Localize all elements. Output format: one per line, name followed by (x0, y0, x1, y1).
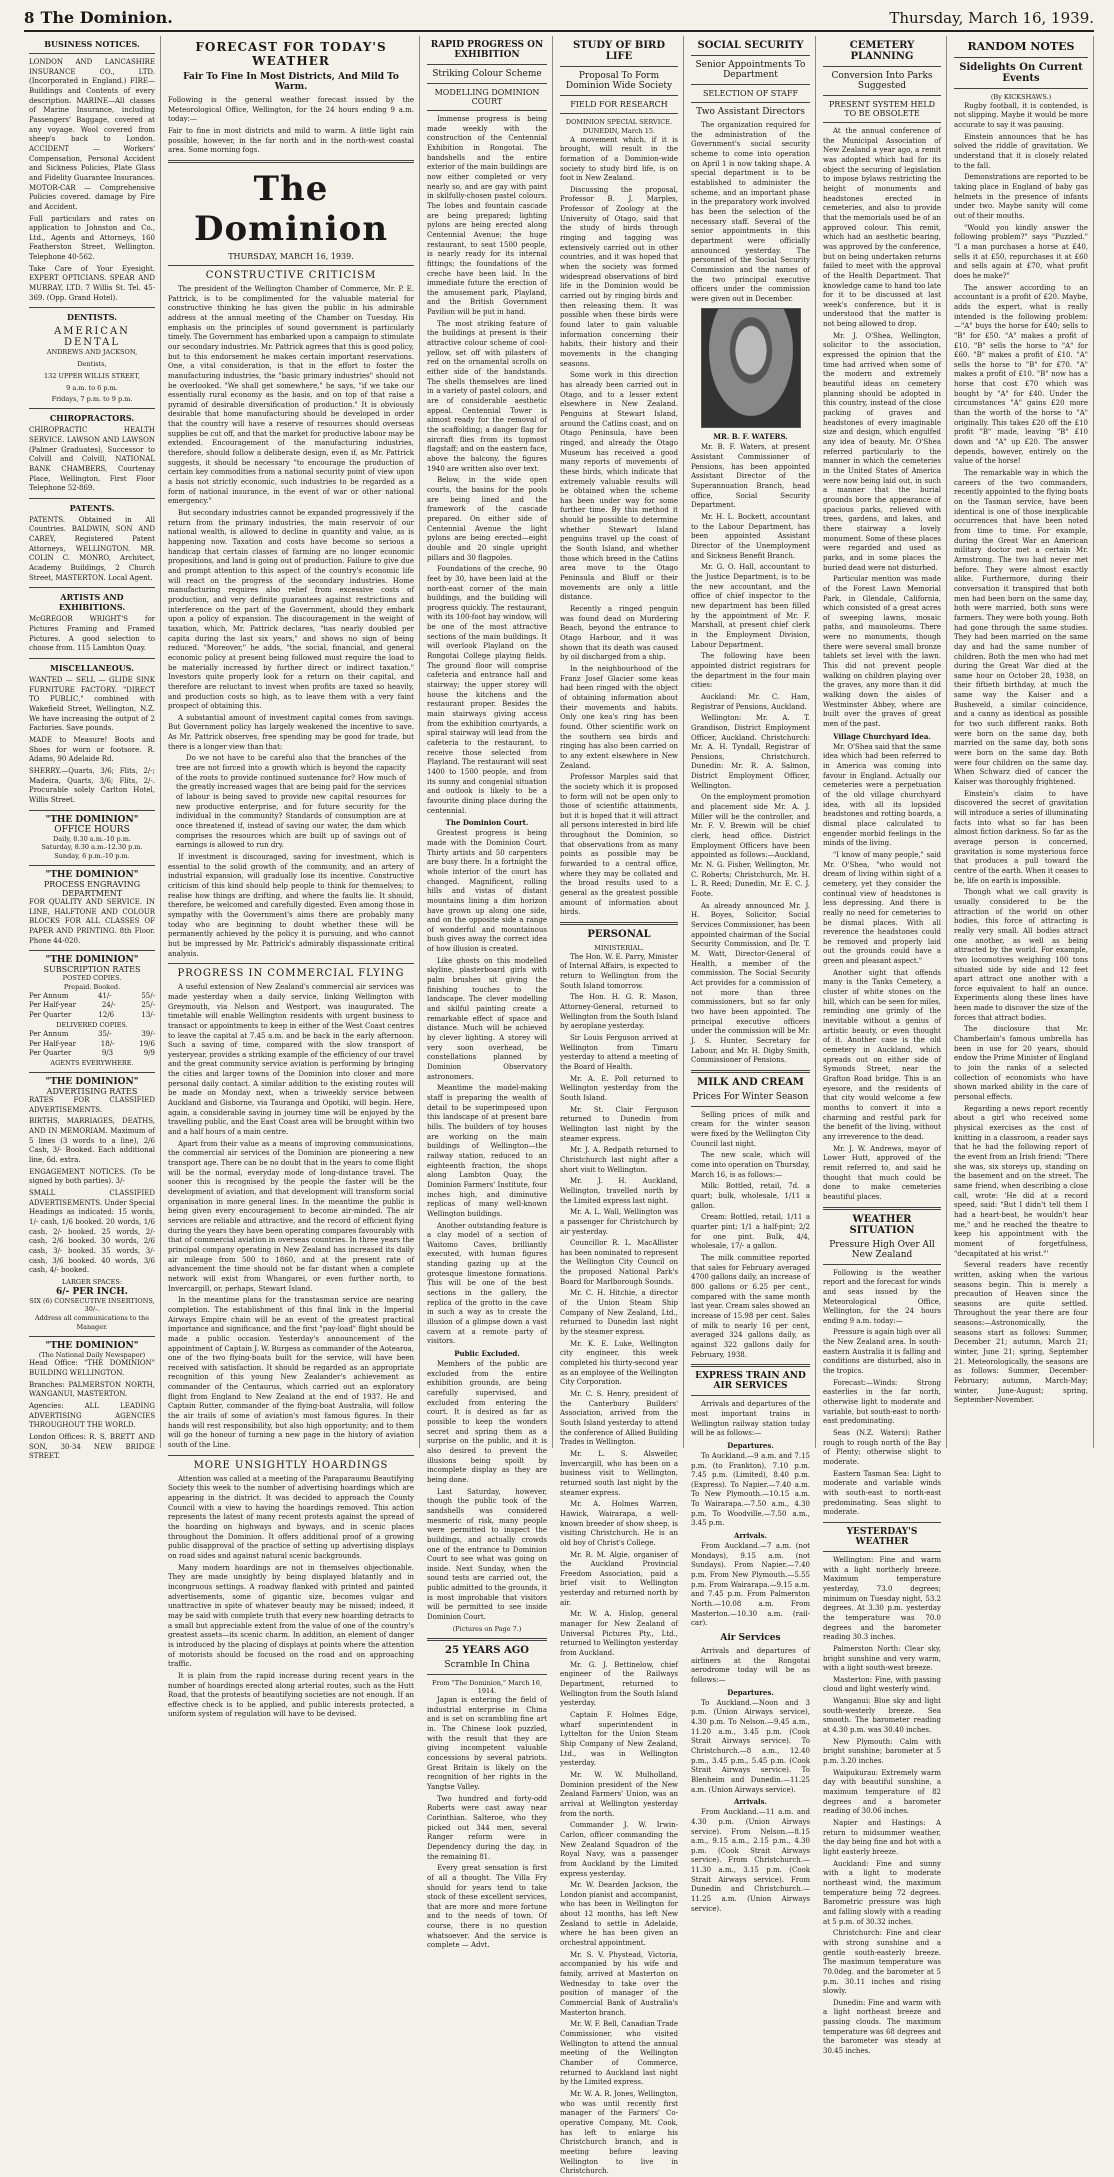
rate-period: Per Annum (29, 991, 69, 1000)
editorial-paragraph: A substantial amount of investment capital comes from savings. But Government policy has largely weakened the incentive to save. As Mr. Pattrick observes, free spending may be good for trade, but there is a longer view than that: (168, 713, 414, 751)
editorial-paragraph: But secondary industries cannot be expanded progressively if the return from the primary industries, the main reservoir of our national wealth, is allowed to decline in quantity and value, as is happening now. Taxation and costs have become so serious a handicap that certain classes of farming are no longer economic propositions, and land is going out of production. Failure to give due and prompt attention to this aspect of the country's economic life will react on the progress of the secondary industries. Home manufacturing requires also relief from excessive costs of production, and very definite guarantees against restrictions and interference on the part of the Government, should they embark upon a policy of expansion. The discouragement in the weight of taxation, which, Mr. Pattrick declares, "has nearly doubled per capita during the last six years," and shows no sign of being reduced. "Moreover," he adds, "the social, financial, and general economic policy at present being followed must require the load to be materially increased by further direct or indirect taxation." Investors quite properly look for a return on their capital, and therefore are reluctant to invest when profits are taxed so heavily, and production costs so high, as to leave them with a very faint prospect of obtaining this. (168, 509, 414, 711)
editorial-heading-flying: PROGRESS IN COMMERCIAL FLYING (177, 968, 405, 980)
personal-item: Mr. A. Holmes Warren, Hawick, Wairarapa, a well-known breeder of show sheep, is visiting Christchurch. He is an old boy of Christ's College. (560, 1500, 678, 1547)
personal-item: Councillor R. L. MacAllister has been nominated to represent the Wellington City Council on the proposed National Park's Board for Marlborough Sounds. (560, 1239, 678, 1286)
patents-title: PATENTS. (69, 502, 115, 513)
editorial-quotation: Do we not have to be careful also that the branches of the tree are not forced into a growth which is beyond the capacity of the roots to provide continued sustenance for? How much of the greatly increased wages that are being paid for the services of labour is being saved to provide new capital resources for new productive enterprise, and for future security for the individual in the community? Standards of consumption are at once threatened if, instead of saving our water, the dam which comprises the resources which are built up of savings out of earnings is allowed to run dry. (176, 754, 406, 850)
rate-value: 39/- (141, 1029, 155, 1038)
personal-item: Mr. K. E. Luke, Wellington city engineer, this week completed his thirty-second year as an employee of the Wellington City Corporation. (560, 1339, 678, 1387)
rate-row (29, 1001, 155, 1011)
bird-life-subhead: Proposal To Form Dominion Wide Society (565, 71, 673, 91)
furniture-notice: WANTED — SELL — GLIDE SINK FURNITURE FACTORY. "DIRECT TO PUBLIC," combined with Wakefield Street, Wellington, N.Z. We have increasing the output of 2 Factories. Save pounds. (29, 676, 155, 733)
address-communications: Address all communications to the Manager. (34, 1314, 150, 1331)
editorial-column (163, 36, 420, 1719)
business-notices-title: BUSINESS NOTICES. (44, 39, 140, 49)
milk-subhead: Prices For Winter Season (692, 1091, 809, 1102)
delivered-rates-table (29, 1030, 155, 1059)
note-paragraph: Demonstrations are reported to be taking place in England of baby gas helmets in the presence of infants under two. Maybe sanity will come out of their mouths. (954, 173, 1088, 220)
article-paragraph: Mr. J. W. Andrews, mayor of Lower Hutt, approved of the remit referred to, and said he thought that much could be done to make cemeteries beautiful places. (823, 1144, 941, 1201)
weather-headline: WEATHER SITUATION (849, 1213, 915, 1236)
weather-report: Christchurch: Fine and clear with strong sunshine and a gentle south-easterly breeze. The maximum temperature was 70.0deg. and the barometer at 5 p.m. 30.11 inches and rising slowly. (823, 1929, 941, 1996)
bird-life-headline: STUDY OF BIRD LIFE (572, 40, 666, 62)
small-classified-rates: SMALL CLASSIFIED ADVERTISEMENTS. Under Special Headings as indicated: 15 words, 1/- cash, 1/6 booked. 20 words, 1/6 cash, 2/- booked. 25 words, 2/- cash, 2/6 booked. 30 words, 2/6 cash, 3/- booked. 35 words, 3/- cash, 3/6 booked. 40 words, 3/6 cash, 4/- booked. (29, 1188, 155, 1275)
weather-subhead: Pressure High Over All New Zealand (829, 1239, 935, 1260)
editorial-paragraph: In the meantime plans for the transtasman service are nearing completion. The establishment of this final link in the Imperial Airways Empire chain will be an event of the greatest practical importance and significance, and the first "pay-load" flight should be made a public occasion. Yesterday's announcement of the appointment of Captain J. W. Burgess as commander of the Aotearoa, one of the two flying-boats built for the service, will have been received with satisfaction. It should be regarded as an appropriate recognition of this young New Zealander's achievement as commander of the Centaurus, which carried out an exploratory flight from England to New Zealand at the end of 1937. He and Captain Rutter, commander of the flying-boat Australia, will follow the air trails of some of aviation's most famous figures. In their hands will rest responsibility, but also high opportunity; and to them will go the honour of turning a new page in the history of aviation south of the Line. (168, 1296, 414, 1450)
sherry-notice: SHERRY.—Quarts, 3/6; Flits, 2/-; Madeira, Quarts, 3/6; Flits, 2/-. Procurable solely Carlton Hotel, Willis Street. (29, 766, 155, 804)
article-subheading: Public Excluded. (454, 1349, 520, 1359)
article-paragraph: Auckland: Mr. C. Ham, Registrar of Pensions, Auckland. (691, 692, 810, 711)
rate-value: 24/- (101, 1001, 116, 1010)
imprint-head-office: Head Office: "THE DOMINION" BUILDING WELLINGTON. (29, 1359, 155, 1378)
air-services-headline: Air Services (720, 1633, 781, 1643)
article-paragraph: Two hundred and forty-odd Roberts were cast away near Corinthian. Salteroe, who they picked out 344 men, several Ranger reform were in Dependency during the day, in the remaining 81. (427, 1794, 547, 1861)
article-paragraph: Mr. O'Shea said that the same idea which had been referred to in America was coming into favour in England. Actually our cemeteries were a perpetuation of the old village churchyard idea, with all its lopsided headstones and rotting boards, a dismal place calculated to engender morbid feelings in the minds of the living. (823, 742, 941, 848)
larger-spaces-label: LARGER SPACES: (61, 1277, 123, 1286)
rate-value: 35/- (98, 1029, 112, 1038)
air-arrivals: From Auckland.—11 a.m. and 4.30 p.m. (Union Airways service). From Nelson.—8.15 a.m., 9.15 a.m., 2.15 p.m., 4.30 p.m. (Cook Strait Airways service). From Christchurch.—11.30 a.m., 3.15 p.m. (Cook Strait Airways service). From Dunedin and Christchurch.—11.25 a.m. (Union Airways service). (691, 1808, 810, 1913)
insurance-agents: Full particulars and rates on application to Johnston and Co., Ltd., Agents and Attorneys, 160 Featherston Street, Wellington. Telephone 40-562. (29, 214, 155, 262)
office-hours-saturday: Saturday, 8.30 a.m.-12.30 p.m. (41, 843, 143, 852)
rate-value: 19/6 (139, 1039, 155, 1048)
rate-value: 25/- (141, 1001, 155, 1010)
byline: (By KICKSHAWS.) (990, 93, 1052, 101)
article-paragraph: Professor Marples said that the society which it is proposed to form will not be open only to those of scientific attainments, but it is hoped that it will attract all persons interested in bird life throughout the Dominion, so that observations from as many points as possible may be forwarded to a central office, where they may be collated and the broad results used to a general as the greatest possible amount of information about birds. (560, 773, 678, 917)
note-paragraph: Regarding a news report recently about a girl who received some physical exercises as the cost of knitting in a classroom, a reader says that he had the following report of the event from an Irish friend: "There she was, six storeys up, standing on the basement and on the street. The same friend, when describing a close call, wrote: 'He did at a record speed, said: "But I didn't tell them I had a heart-beat, he wouldn't hear me," and he reached the theatre to keep his appointment with the moment of forgetfulness, "decapitated at his wrist."' (954, 1104, 1088, 1258)
engraving-paper: "THE DOMINION" (45, 869, 139, 880)
artists-title: ARTISTS AND EXHIBITIONS. (58, 592, 126, 613)
dentist-partners: ANDREWS AND JACKSON, (46, 348, 138, 357)
personal-item: The Hon. H. G. R. Mason, Attorney-General, returned to Wellington from the South Island by aeroplane yesterday. (560, 993, 678, 1031)
social-security-subhead: Senior Appointments To Department (695, 60, 806, 80)
article-paragraph: In the neighbourhood of the Franz Josef Glacier some keas had been ringed with the object of obtaining information about their movements and habits. Only one kea's ring has been found. Other scientific work on the southern sea birds and ringing has also been carried on to any extent elsewhere in New Zealand. (560, 664, 678, 770)
rate-row (29, 1040, 155, 1050)
trains-departures-label: Departures. (727, 1440, 774, 1450)
exhibition-subhead: Striking Colour Scheme (432, 69, 542, 79)
rate-row (29, 1030, 155, 1040)
article-paragraph: Another sight that offends many is the Tanks Cemetery, a cluster of white stones on the hill, which can be seen for miles, reminding one grimly of the inevitable without a genius of artistic beauty, or even thought of it. Another case is the old cemetery in Auckland, which spreads out on either side of Symonds Street, near the Grafton Road bridge. This is an eyesore, and the residents of that city would welcome a few months to convert it into a charming and restful park for the benefit of the living, without any irreverence to the dead. (823, 968, 941, 1141)
personal-item: Sir Louis Ferguson arrived at Wellington from Timaru yesterday to attend a meeting of the Board of Health. (560, 1034, 678, 1072)
note-paragraph: "Would you kindly answer the following problem?" says "Puzzled." "I a man purchases a horse at £40, sells it at £50, repurchases it at £60 and sells again at £70, what profit does he make?" (954, 223, 1088, 280)
engraving-notice: FOR QUALITY AND SERVICE. IN LINE, HALFTONE AND COLOUR BLOCKS FOR ALL CLASSES OF PAPER AND PRINTING. 8th Floor. Phone 44-020. (29, 897, 155, 945)
note-paragraph: The remarkable way in which the careers of the two commanders, recently appointed to the flying boats on the Tasman service, have been identical is one of those inexplicable occurrences that have been noted from time to time. For example, during the Great War an American military doctor met a certain Mr. Armstrong. The two had never met before. They were almost exactly alike. Furthermore, during their conversation it transpired that both men had been born on the same day, both were married, both sons were farmers. They were both young. Both had gone through the same studies. They had been married on the same day and had the same number of children. Both the men who had met during the Great War died at the same hour on October 28, 1938, on their fiftieth birthday, at much the same way the Kaiser and a Busheveld, a similar coincidence, and a canny as identical as possible for two such different ranks. Both were born on the same day, both married on the same day, both sons were born on the same day. Both were four children on the same day. When Schwarz died of cancer the Kaiser was thoroughly frightened. (954, 469, 1088, 787)
weather-report: Dunedin: Fine and warm with a light northeast breeze and passing clouds. The maximum temperature was 68 degrees and the barometer was steady at 30.45 inches. (823, 1998, 941, 2056)
dentists-title: DENTISTS. (66, 312, 118, 323)
imprint-paper: "THE DOMINION" (45, 1340, 139, 1351)
article-paragraph: A movement which, if it is brought, will result in the formation of a Dominion-wide society to study bird life, is on foot in New Zealand. (560, 135, 678, 183)
air-intro: Arrivals and departures of airliners at the Rongotai aerodrome today will be as follows:— (691, 1647, 810, 1684)
personal-item: Mr. A. L. Wall, Wellington was a passenger for Christchurch by air yesterday. (560, 1208, 678, 1236)
weather-report: Palmerston North: Clear sky, bright sunshine and very warm, with a light south-west breeze. (823, 1644, 941, 1673)
weather-report: Masterton: Fine, with passing cloud and light westerly wind. (823, 1675, 941, 1694)
trains-arrivals: From Auckland.—7 a.m. (not Mondays), 9.15 a.m. (not Sundays). From Napier.—7.40 p.m. From New Plymouth.—5.55 p.m. From Wairarapa.—9.15 a.m. and 7.45 p.m. From Palmerston North.—10.08 a.m. From Masterton.—10.30 a.m. (rail-car). (691, 1542, 810, 1628)
yesterday-weather-headline: YESTERDAY'S WEATHER (846, 1526, 918, 1547)
article-paragraph: Foundations of the creche, 90 feet by 30, have been laid at the north-east corner of the main buildings, and the building will progress quickly. The restaurant, with its 100-foot bay window, will be one of the most attractive sections of the main buildings. It will overlook Playland on the Rongotai College playing fields. The ground floor will comprise cafeteria and entrance hall and stairway; the upper storey will house the kitchens and the restaurant proper. Besides the main stairways giving access from the exhibition courtyards, a spiral stairway will lead from the cafeteria to the restaurant, to receive those selected from Playland. The restaurant will seat 1400 to 1500 people, and from its sunny and congenial situation and outlook is likely to be a favourite dining place during the centennial. (427, 565, 547, 815)
article-paragraph: Mr. H. L. Bockett, accountant to the Labour Department, has been appointed Assistant Director of the Unemployment and Sickness Benefit Branch. (691, 513, 810, 560)
byline: DOMINION SPECIAL SERVICE. (565, 118, 673, 126)
note-paragraph: Though what we call gravity is usually considered to be the attraction of the world on other bodies, this force of attracting is really very small. All bodies attract one another, as well as being attracted by the world. For example, two locomotives weighing 100 tons situated side by side and 12 feet apart attract one another with a force equivalent to half an ounce. Experiments along these lines have been made to discover the size of the forces that attract bodies. (954, 888, 1088, 1022)
bird-life-column (555, 36, 684, 2176)
rate-period: Per Half-year (29, 1039, 76, 1048)
dentist-label: Dentists, (77, 360, 107, 369)
air-departures: To Auckland.—Noon and 3 p.m. (Union Airways service), 4.30 p.m. To Nelson.—9.45 a.m., 11.20 a.m., 3.45 p.m. (Cook Strait Airways service). To Christchurch.—8 a.m., 12.40 p.m., 3.45 p.m., 5.45 p.m. (Cook Strait Airways service). To Blenheim and Dunedin.—11.25 a.m. (Union Airways service). (691, 1698, 810, 1794)
forecast-intro: Following is the general weather forecast issued by the Meteorological Office, Wellington, for the 24 hours ending 9 a.m. today:— (168, 96, 414, 124)
article-paragraph: Immense progress is being made weekly with the construction of the Centennial Exhibition in Rongotai. The bandshells and the entire exterior of the main buildings are now either completed or very nearly so, and are gay with paint in skilfully-chosen pastel colours. The lobes and fountain cascade are being prepared; lighting pylons are being erected along Centennial Avenue; the huge restaurant, to seat 1500 people, is nearly ready for its internal fittings; the foundations of the creche have been laid. In the immediate future the erection of the amusement park, Playland, and the British Government Pavilion will be put in hand. (427, 115, 547, 317)
random-notes-column (949, 36, 1094, 1448)
article-paragraph: Some work in this direction has already been carried out in Otago, and to a lesser extent elsewhere in New Zealand. Penguins at Stewart Island, around the Catlins coast, and on Otago Peninsula, have been ringed, and already the Otago Museum has received a good many reports of movements of these birds, which indicate that extremely valuable results will be obtained when the scheme has been under way for some further time. By this method it should be possible to determine whether Stewart Island penguins travel up the coast of the South Island, and whether those which breed in the Catlins area move to the Otago Peninsula and Bluff or their movements are only a little distance. (560, 371, 678, 602)
note-paragraph: Einstein's claim to have discovered the secret of gravitation will introduce a series of illuminating facts into what so far has been almost fiction darkness. So far as the average person is concerned, gravitation is some mysterious force that produces a pull toward the centre of the earth. When it ceases to be, life on earth is impossible. (954, 789, 1088, 885)
weather-report: Napier and Hastings: A return to midsummer weather, the day being fine and hot with a light easterly breeze. (823, 1819, 941, 1856)
article-paragraph: Milk: Bottled, retail, 7d. a quart; bulk, wholesale, 1/11 a gallon. (691, 1182, 810, 1210)
personal-item: Mr. S. V. Phystead, Victoria, accompanied by his wife and family, arrived at Masterton on Wednesday to take over the position of manager of the Commercial Bank of Australia's Masterton branch. (560, 1950, 678, 2017)
article-paragraph: Mr. J. O'Shea, Wellington, solicitor to the association, expressed the opinion that the time had arrived when some of the modern and extremely beautiful ideas on cemetery planning should be adopted in this country, instead of the close packing of graves and headstones of every imaginable size and design, which engulfed any idea of beauty. Mr. O'Shea referred particularly to the manner in which the cemeteries in the United States of America were now being laid out, in such a manner that the burial grounds bore the appearance of spacious parks, relieved with trees, gardens, and lakes, and there stairway a lovely monument. Some of these places were regarded and used as parks, and in some places the buried dead were not disturbed. (823, 331, 941, 572)
personal-item: Commander J. W. Irwin-Carlon, officer commanding the New Zealand Squadron of the Royal Navy, was a passenger from Auckland by the Limited express yesterday. (560, 1821, 678, 1878)
personal-item: Mr. C. S. Henry, president of the Canterbury Builders' Association, arrived from the South Island yesterday to attend the conference of Allied Building Trades in Wellington. (560, 1390, 678, 1447)
editorial-heading-criticism: CONSTRUCTIVE CRITICISM (205, 269, 377, 281)
newspaper-banner: The Dominion (193, 168, 389, 249)
editorial-date: THURSDAY, MARCH 16, 1939. (228, 251, 354, 261)
article-paragraph: Following is the weather report and the forecast for winds and seas issued by the Meteorological Office, Wellington, for the 24 hours ending 9 a.m. today:— (823, 1268, 941, 1325)
rate-period: Per Quarter (29, 1049, 72, 1058)
imprint-branches: Branches: PALMERSTON NORTH, WANGANUI, MASTERTON. (29, 1380, 155, 1399)
forecast-title: FORECAST FOR TODAY'S WEATHER (195, 40, 387, 68)
random-notes-headline: RANDOM NOTES (967, 40, 1075, 53)
posted-copies-columns: Prepaid. Booked. (63, 982, 121, 991)
dentist-hours: 9 a.m. to 6 p.m. (66, 383, 118, 392)
forecast-subtitle: Fair To Fine In Most Districts, And Mild To Warm. (183, 72, 399, 92)
editorial-paragraph: Apart from their value as a means of improving communications, the commercial air services of the Dominion are pioneering a new transport age. There can be no doubt that in the years to come flight will be the normal, everyday mode of long-distance travel. The sooner this is recognised by the people the faster will be the development of aviation, and that development will transform social organisation in more general lines. In the meantime the public is being given every encouragement to become air-minded. The air services are reliable and attractive, and the record of efficient flying during the years they have been operating compares favourably with that of commercial aviation in overseas countries. In three years the principal company operating in New Zealand has increased its daily air mileage from 500 to 1860, and at the present rate of advancement the time should not be far distant when a complete network will exist from Whangarei, or even further north, to Invercargill, or, perhaps, Stewart Island. (168, 1139, 414, 1293)
miscellaneous-title: MISCELLANEOUS. (50, 663, 134, 674)
air-arrivals-label: Arrivals. (733, 1797, 768, 1807)
article-paragraph: Particular mention was made of the Forest Lawn Memorial Park, in Glendale, California, which consisted of a great acres of sweeping lawns, mosaic paths, and mausoleums. There were no monuments, though there were several small bronze tablets set level with the lawn. This did not prevent people walking on children playing over the graves, any more than it did walking down the aisles of Westminster Abbey, where are built over the graves of great men of the past. (823, 575, 941, 729)
article-paragraph: Cream: Bottled, retail, 1/11 a quarter pint; 1/1 a half-pint; 2/2 for one pint. Bulk, 4/4, wholesale, 17/- a gallon. (691, 1213, 810, 1251)
exhibition-deck: MODELLING DOMINION COURT (434, 88, 540, 106)
personal-subhead: MINISTERIAL. (594, 944, 644, 953)
births-notice-rates: BIRTHS, MARRIAGES, DEATHS, AND IN MEMORIAM. Maximum of 5 lines (3 words to a line), 2/6 Cash, 3/- Booked. Each additional line, 6d. extra. (29, 1117, 155, 1164)
social-security-headline: SOCIAL SECURITY (697, 40, 804, 51)
advertising-title: ADVERTISING RATES (46, 1087, 138, 1096)
article-paragraph: Mr. B. F. Waters, at present Assistant Commissioner of Pensions, has been appointed Assistant Director of the Superannuation Branch, head office, Social Security Department. (691, 443, 810, 510)
personal-item: The Hon. W. E. Parry, Minister of Internal Affairs, is expected to return to Wellington from the South Island tomorrow. (560, 952, 678, 990)
personal-item: Mr. W. Dearden Jackson, the London pianist and accompanist, who has been in Wellington for about 12 months, has left New Zealand to settle in Adelaide, where he has been given an orchestral appointment. (560, 1881, 678, 1948)
personal-item: Mr. J. A. Redpath returned to Christchurch last night after a short visit to Wellington. (560, 1146, 678, 1174)
editorial-paragraph: If investment is discouraged, saving for investment, which is essential to the solid growth of the community, and an artery of industrial expansion, will gradually lose its incentive. Constructive criticism of this kind should help people to think for themselves; to realise how things are drifting, and where the faults lie. It should, therefore, be welcomed and carefully digested. Even among those in sympathy with the Government's aims there are probably many today who are beginning to doubt whether these will be permanently achieved by the policy it is pursuing, and who cannot but be impressed by Mr. Pattrick's admirably dispassionate critical analysis. (168, 853, 414, 958)
editorial-paragraph: The president of the Wellington Chamber of Commerce, Mr. P. E. Pattrick, is to be complimented for the valuable material for constructive thinking he has given the public in his admirable address at the annual meeting of the Chamber on Tuesday. His emphasis on the principles of sound government is particularly timely. The Government has embarked upon a campaign to stimulate our secondary industries. Mr. Pattrick agrees that this is good policy, but to this endorsement he makes certain important reservations. One, a vital consideration, is that in the effort to foster the manufacturing industries, the "basic primary industries" should not be overlooked. "We shall get somewhere," he says, "if we take our essentially rural economy as the basis, and on top of that raise a pyramid of desirable diversification of production." It is obviously desirable that home manufacturing should be developed in order that the country will have a reserve of resources should overseas supplies be cut off, and that the market for productive labour may be extended. Encouragement of the manufacturing industries, therefore, should follow a deliberate design, even if, as Mr. Pattrick suggests, it should be necessary "to encourage the production of certain key commodities from a national security point of view upon a basis not strictly economic, such industries to be regarded as a form of national insurance, in the event of war or other national emergency." (168, 284, 414, 506)
air-departures-label: Departures. (727, 1687, 774, 1697)
article-paragraph: Below, in the wide open courts, the basins for the pools are being lined and the framework of the cascade prepared. On either side of Centennial Avenue the light pylons are being erected—eight double and 20 single upright pillars and 30 flagpoles. (427, 476, 547, 562)
article-paragraph: Every great sensation is first of all a thought. The Villa Fry should for years tend to take stock of these excellent services, that are more and more fortune and to the needs of town. Of course, there is no question whatsoever. And the service is complete — Advt. (427, 1864, 547, 1950)
dentist-address: 132 UPPER WILLIS STREET, (44, 371, 140, 380)
weather-report: Wanganui: Blue sky and light south-westerly breeze. Sea smooth. The barometer reading at 4.30 p.m. was 30.40 inches. (823, 1697, 941, 1735)
rate-period: Per Quarter (29, 1011, 72, 1020)
article-paragraph: Last Saturday, however, though the public took of the sandshells was considered mesmeric of risk, many people were permitted to inspect the buildings, and actually crowds one of the entrance to Dominion Court to see what was going on inside. Next Sunday, when the sound tests are carried out, the public admitted to the grounds, it is most improbable that visitors will be permitted to see inside Dominion Court. (427, 1487, 547, 1622)
note-paragraph: Einstein announces that he has solved the riddle of gravitation. We understand that it is closely related to the fall. (954, 132, 1088, 170)
social-security-deck2: Two Assistant Directors (696, 107, 805, 117)
page-number: 8 (24, 9, 35, 27)
cemetery-subhead: Conversion Into Parks Suggested (831, 71, 933, 91)
agents-line: AGENTS EVERYWHERE. (50, 1059, 134, 1068)
editorial-paragraph: Attention was called at a meeting of the Paraparaumu Beautifying Society this week to the number of advertising hoardings which are appearing in the district. It was decided to approach the County Council with a view to having the hoardings removed. This action represents the latest of many recent protests against the spread of the hoarding on highways and byways, and in scenic places throughout the Dominion. It offers additional proof of a growing public disapproval of the practice of setting up advertising displays on road sides and against natural scenic backgrounds. (168, 1474, 414, 1560)
rate-period: Per Half-year (29, 1001, 76, 1010)
rate-row (29, 1049, 155, 1059)
editorial-heading-hoardings: MORE UNSIGHTLY HOARDINGS (193, 1459, 389, 1471)
engraving-title: PROCESS ENGRAVING DEPARTMENT (43, 879, 141, 898)
office-hours-title: OFFICE HOURS (54, 824, 130, 835)
posted-copies-label: POSTED COPIES. (62, 974, 122, 983)
note-paragraph: The answer according to an accountant is a profit of £20. Maybe, adds the expert, what is really intended is the following problem:—"A" buys the horse for £40; sells to "B" for £50. "A" makes a profit of £10. "B" sells the horse to "A" for £60. "B" makes a profit of £10. "A" sells the horse to "B" for £70. "A" makes a profit of £10. "B" now has a horse that cost £70 which was bought by "A" for £40. Under the circumstances "A" gains £20 more than the worth of the horse to "A" originally. This takes £20 off the £10 profit "B" made, leaving "B" £10 down and "A" up £20. The answer depends, however, entirely on the value of the horse! (954, 283, 1088, 466)
rate-row (29, 992, 155, 1002)
exhibition-column (422, 36, 553, 1950)
rate-value: 9/9 (143, 1049, 155, 1058)
engagement-notice-rates: ENGAGEMENT NOTICES. (To be signed by both parties). 3/- (29, 1167, 155, 1186)
cemetery-column (818, 36, 947, 2056)
masthead (24, 6, 1094, 32)
article-paragraph: Seas (N.Z. Waters): Rather rough to rough north of the Bay of Plenty; otherwise slight to moderate. (823, 1429, 941, 1466)
rate-value: 41/- (98, 991, 112, 1000)
article-paragraph: As already announced Mr. J. H. Boyes, Solicitor, Social Services Commissioner, has been appointed chairman of the Social Security Commission, and Dr. T. M. Watt, Director-General of Health, a member of the commission. The Social Security Act provides for a commission of not more than three commissioners, but so far only two have been appointed. The principal executive officers under the commission will be Mr. J. S. Hunter, Secretary for Labour, and Mr. H. Digby Smith, Commissioner of Pensions. (691, 901, 810, 1065)
office-hours-daily: Daily, 8.30 a.m.-10 p.m. (53, 834, 131, 843)
article-paragraph: At the annual conference of the Municipal Association of New Zealand a year ago, a remit was adopted which had for its object the securing of legislation to impose bylaws restricting the height of monuments and headstones erected in cemeteries, and also to provide that the memorials used be of an approved colour. This remit, which had an aesthetic bearing, was approved by the conference, but on being undertaken returns failed to meet with the approval of the Health Department. That knowledge came to hand too late for it to be discussed at last week's conference, but it is understood that the matter is not being allowed to drop. (823, 127, 941, 329)
years-ago-source: From "The Dominion," March 16, 1914. (432, 1678, 542, 1696)
article-paragraph: Mr. G. O. Hall, accountant to the Justice Department, is to be the new accountant, and the office of chief inspector to the new department has been filled by the appointment of Mr. F. Marshall, at present chief clerk in the Employment Division, Labour Department. (691, 563, 810, 649)
personal-item: Mr. L. S. Alsweiler, Invercargill, who has been on a business visit to Wellington, returned south last night by the steamer express. (560, 1449, 678, 1497)
trains-departures: To Auckland.—9 a.m. and 7.15 p.m. (to Frankton), 7.10 p.m. 7.45 p.m. (Limited), 8.40 p.m. (Express). To Napier.—7.40 a.m. To New Plymouth.—10.15 a.m. To Wairarapa.—7.50 a.m., 4.30 p.m. To Woodville.—7.50 a.m., 3.45 p.m. (691, 1451, 810, 1528)
article-paragraph: Meantime the model-making staff is preparing the wealth of detail to be superimposed upon this landscape of at present bare hills. The builders of toy houses are working on the main buildings of Wellington—the railway station, reduced to an eighteenth fraction, the shops along Lambton Quay, the Dominion Farmers' Institute, four inches high, and diminutive replicas of many well-known Wellington buildings. (427, 1084, 547, 1218)
cemetery-deck: PRESENT SYSTEM HELD TO BE OBSOLETE (828, 100, 936, 118)
years-ago-subhead: Scramble In China (444, 1659, 530, 1670)
personal-item: Mr. R. M. Algie, organiser of the Auckland Provincial Freedom Association, paid a brief visit to Wellington yesterday and returned north by air. (560, 1550, 678, 1607)
article-paragraph: On the employment promotion and placement side Mr. A. J. Miller will be the controller, and Mr. F. V. Brewin will be chief clerk, head office. District Employment Officers have been appointed as follows:—Auckland, Mr. N. G. Fisher, Wellington, Mr. C. Roberts; Christchurch, Mr. H. L. R. Reed; Dunedin, Mr. E. C. J. Foote. (691, 793, 810, 898)
article-paragraph: The milk committee reported that sales for February averaged 4700 gallons daily, an increase of 800 gallons or 6.25 per cent., compared with the same month last year. Cream sales showed an increase of 15.98 per cent. Sales of milk to nearly 16 per cent, averaged 324 gallons daily, as against 322 gallons daily for February, 1938. (691, 1254, 810, 1359)
trains-arrivals-label: Arrivals. (733, 1531, 768, 1541)
cemetery-headline: CEMETERY PLANNING (849, 40, 915, 62)
advertising-paper: "THE DOMINION" (45, 1077, 139, 1087)
article-subheading: Village Churchyard Idea. (833, 731, 931, 741)
note-paragraph: Several readers have recently written, asking when the various seasons begin. This is merely a precaution of Heaven since the seasons are quite settled. Throughout the year there are four seasons:—Astronomically, the seasons start as follows: Summer, December 21; autumn, March 21; winter, June 21; spring, September 21. Meteorologically, the seasons are as follows: Summer, December-February; autumn, March-May; winter, June-August; spring, September-November. (954, 1261, 1088, 1405)
milk-headline: MILK AND CREAM (697, 1076, 804, 1088)
personal-item: Mr. A. E. Poll returned to Wellington yesterday from the South Island. (560, 1074, 678, 1102)
rate-value: 18/- (100, 1039, 115, 1048)
personal-item: Captain F. Holmes Edge, wharf superintendent in Lyttelton for the Union Steam Ship Company of New Zealand, Ltd., was in Wellington yesterday. (560, 1711, 678, 1768)
dateline: DUNEDIN, March 15. (582, 126, 656, 135)
weather-report: Auckland: Fine and sunny with a light to moderate northeast wind, the maximum temperature being 72 degrees. Barometric pressure was high and falling slowly with a reading at 5 p.m. of 30.32 inches. (823, 1859, 941, 1926)
article-paragraph: The most striking feature of the buildings at present is their attractive colour scheme of cool-yellow, set off with pilasters of red on the ornamental scrolls on either side of the bandstands. The shells themselves are lined in a variety of pastel colours, and are of considerable aesthetic appeal. Centennial Tower is almost ready for the removal of the scaffolding; a danger flag for aircraft flies from its topmost flagstaff; and on the eastern face, above the balcony, the figures 1940 are written also over text. (427, 319, 547, 473)
imprint-agencies: Agencies: ALL LEADING ADVERTISING AGENCIES THROUGHOUT THE WORLD. (29, 1402, 155, 1430)
article-paragraph: The organization required for the administration of the Government's social security scheme to come into operation on April 1 is now taking shape. A special department is to be established to administer the scheme, and an important phase in the preparatory work involved has been the selection of the necessary staff. Several of the senior appointments in this department were officially announced yesterday. The personnel of the Social Security Commission and the names of the two principal executive officers under the commission were given out in December. (691, 121, 810, 303)
trains-headline: EXPRESS TRAIN AND AIR SERVICES (695, 1371, 806, 1392)
classified-rates-title: RATES FOR CLASSIFIED ADVERTISEMENTS. (29, 1096, 155, 1114)
article-paragraph: The following have been appointed district registrars for the department in the four main cities: (691, 652, 810, 690)
article-paragraph: Eastern Tasman Sea: Light to moderate and variable winds with south-east to north-east predominating. Seas slight to moderate. (823, 1469, 941, 1517)
business-notices-column (24, 36, 161, 1461)
personal-headline: PERSONAL (587, 929, 651, 941)
imprint-london-offices: London Offices: R. S. BRETT AND SON, 30-34 NEW BRIDGE STREET. (29, 1433, 155, 1461)
personal-item: Mr. W. F. Bell, Canadian Trade Commissioner, who visited Wellington to attend the annual meeting of the Wellington Chamber of Commerce, returned to Auckland last night by the Limited express. (560, 2020, 678, 2087)
weather-report: Wellington: Fine and warm with a light northerly breeze. Maximum temperature yesterday, 73.0 degrees; minimum on Tuesday night, 53.2 degrees. At 3.30 p.m. yesterday the temperature was 70.0 degrees and the barometer reading 30.3 inches. (823, 1555, 941, 1642)
editorial-paragraph: It is plain from the rapid increase during recent years in the number of hoardings erected along arterial routes, such as the Hutt Road, that the protests of beautifying societies are not enough. If an effective check is to be applied, and public interests protected, a uniform system of regulation will have to be devised. (168, 1671, 414, 1719)
chiropractic-notice: CHIROPRACTIC HEALTH SERVICE. LAWSON AND LAWSON (Palmer Graduates), Successor to Colvill and Colvill, NATIONAL BANK CHAMBERS, Courtenay Place, Wellington, First Floor Telephone 52-869. (29, 426, 155, 493)
personal-item: Mr. C. H. Hitchie, a director of the Union Steam Ship Company of New Zealand, Ltd., returned to Dunedin last night by the steamer express. (560, 1289, 678, 1337)
rate-value: 12/6 (98, 1011, 115, 1020)
dentist-name: AMERICAN DENTAL (54, 326, 130, 349)
dentist-friday-hours: Fridays, 7 p.m. to 9 p.m. (51, 395, 133, 404)
picture-framing-notice: McGREGOR WRIGHT'S for Pictures Framing and Framed Pictures. A good selection to choose from. 115 Lambton Quay. (29, 615, 155, 653)
social-security-deck: SELECTION OF STAFF (702, 89, 799, 98)
article-paragraph: Another outstanding feature is a clay model of a section of Waitomo Caves, brilliantly executed, with human figures standing gazing up at the grotesque limestone formations. This will be one of the best sections in the gallery, the replica of the grotto in the cave in such a way as to create the illusion of a glimpse down a vast cavern at a remote party of visitors. (427, 1221, 547, 1346)
article-paragraph: Pressure is again high over all the New Zealand area. In south-eastern Australia it is falling and conditions are disturbed, also in the tropics. (823, 1328, 941, 1376)
pictures-note: (Pictures on Page 7.) (452, 1624, 522, 1633)
note-paragraph: Rugby football, it is contended, is not slipping. Maybe it would be more accurate to say it was pausing. (954, 101, 1088, 130)
editorial-paragraph: A useful extension of New Zealand's commercial air services was made yesterday when a daily service, linking Wellington with Greymouth, via Nelson and Westport, was inaugurated. The timetable will enable Wellington residents with urgent business to transact or appointments to keep in either of the West Coast centres to leave the capital at 7.45 a.m. and be back in the early afternoon. Such a saving of time, compared with the slow transport of yesteryear, provides a striking example of the efficiency of our travel and the great community service aviation is performing by bringing the cities and larger towns of the Dominion into closer and more personal daily contact. A similar addition to the existing routes will be made on Monday next, when a triweekly service between Auckland and Gisborne, via Tauranga and Opotiki, will begin. Here, again, a considerable saving in journey time will be enjoyed by the travelling public, and the East Coast area will be brought within two and a half hours of a main centre. (168, 983, 414, 1137)
article-paragraph: Like ghosts on this modelled skyline, plasterboard girls with palm brushes sit giving the finishing touches to the landscape. The clever modelling and skilful painting create a remarkable effect of space and distance. Much will be achieved by clever lighting. A storey will very soon overhead, be constellations planned by Dominion Observatory astronomers. (427, 956, 547, 1081)
per-inch-rate: 6/- PER INCH. (56, 1286, 128, 1297)
article-paragraph: Selling prices of milk and cream for the winter season were fixed by the Wellington City Council last night. (691, 1110, 810, 1148)
personal-item: Mr. G. J. Bettinelow, chief engineer of the Railways Department, returned to Wellington from the South Island yesterday. (560, 1660, 678, 1708)
article-paragraph: Greatest progress is being made with the Dominion Court. Thirty artists and 50 carpenters are busy there. In a fortnight the whole interior of the court has changed. Magnificent, rolling hills and vistas of distant mountains lining a dim horizon have grown up along one side, and on the opposite side a range of wonderful and mountainous bush gives away the correct idea of how illusion is created. (427, 829, 547, 954)
office-hours-sunday: Sunday, 6 p.m.-10 p.m. (54, 852, 130, 861)
imprint-subtitle: (The National Daily Newspaper) (38, 1350, 146, 1359)
article-paragraph: Discussing the proposal, Professor B. J. Marples, Professor of Zoology at the University of Otago, said that the study of birds through ringing and tagging was extensively carried out in other countries, and it was hoped that when the society was formed widespread observations of bird life in the Dominion would be carried out by ringing birds and then releasing them. It was possible when these birds were found later to gain valuable information concerning their habits, their history and their movements in the changing seasons. (560, 185, 678, 368)
portrait-photo (701, 308, 801, 428)
weather-report: New Plymouth: Calm with bright sunshine; barometer at 5 p.m. 3.20 inches. (823, 1737, 941, 1766)
office-hours-paper: "THE DOMINION" (45, 814, 139, 825)
article-paragraph: Japan is entering the field of industrial enterprise in China and is set on scrambling fine art in. The Chinese look puzzled, with the result that they are giving incompetent valuable concessions by several patriots. Great Britain is likely on the recognition of her rights in the Yangtse Valley. (427, 1696, 547, 1791)
exhibition-headline: RAPID PROGRESS ON EXHIBITION (430, 40, 544, 60)
article-paragraph: "I know of many people," said Mr. O'Shea, "who would not dream of living within sight of a cemetery, yet they consider the continual view of headstones is less depressing. And there is really no need for cemeteries to be dismal places. With all reverence the headstones could be removed and properly laid out the grounds could have a green and pleasant aspect." (823, 850, 941, 966)
personal-item: Mr. W. A. R. Jones, Wellington, who was until recently first manager of the Farmers' Co-operative Company, Mt. Cook, has left to enlarge his Christchurch branch, and is meeting before leaving Wellington to live in Christchurch. (560, 2089, 678, 2176)
article-subheading: The Dominion Court. (445, 818, 529, 828)
article-paragraph: The new scale, which will come into operation on Thursday, March 16, is as follows:— (691, 1151, 810, 1179)
boots-notice: MADE to Measure! Boots and Shoes for worn or footsore. R. Adams, 90 Adelaide Rd. (29, 735, 155, 764)
forecast-text: Fair to fine in most districts and mild to warm. A little light rain possible, however, in the far north and in the north-west coastal area. Some morning fogs. (168, 126, 414, 155)
insurance-notice: LONDON AND LANCASHIRE INSURANCE CO., LTD. (Incorporated in England.) FIRE—Buildings and Contents of every description. MARINE—All classes of Marine Insurance, including Passengers' Baggage, covered at any voyage. Wool covered from sheep's back to London. ACCIDENT — Workers' Compensation, Personal Accident and Sickness Policies, Plate Glass and Fidelity Guarantee Insurances. MOTOR-CAR — Comprehensive Policies covered. damage by Fire and Accident. (29, 58, 155, 211)
personal-item: Mr. J. H. Auckland, Wellington, travelled north by the Limited express last night. (560, 1177, 678, 1205)
trains-intro: Arrivals and departures of the most important trains in Wellington railway station today will be as follows:— (691, 1400, 810, 1438)
patents-notice: PATENTS. Obtained in All Countries. BALDWIN, SON AND CAREY, Registered Patent Attorneys, WELLINGTON. MR. COLIN C. MONRO, Architect, Academy Buildings, 2 Church Street, MASTERTON. Local Agent. (29, 515, 155, 582)
article-paragraph: Wellington: Mr. A. T. Grandison, District Employment Officer, Auckland. Christchurch: Mr. A. H. Tyndall, Registrar of Pensions, Christchurch. Dunedin: Mr. R. A. Salmon, District Employment Officer, Wellington. (691, 714, 810, 790)
article-paragraph: Recently a ringed penguin was found dead on Murdering Beach, beyond the entrance to Otago Harbour, and it was shown that its death was caused by oil discharged from a ship. (560, 605, 678, 662)
article-paragraph: Members of the public are excluded from the entire exhibition grounds, are being carefully supervised, and excluded from entering the court. It is desired as far as possible to keep the wonders secret and spring them as a surprise on the public, and it is also desired to prevent the illusions being spoilt by incomplete display as they are being done. (427, 1360, 547, 1484)
personal-item: Mr. W. A. Hislop, general manager for New Zealand of Universal Pictures Pty., Ltd., returned to Wellington yesterday from Auckland. (560, 1610, 678, 1658)
chiropractors-title: CHIROPRACTORS. (49, 413, 135, 424)
rate-value: 13/- (141, 1011, 155, 1020)
weather-report: Waipukurau: Extremely warm day with beautiful sunshine, a maximum temperature of 82 degrees and a barometer reading of 30.06 inches. (823, 1768, 941, 1816)
personal-item: Mr. St. Clair Ferguson returned to Dunedin from Wellington last night by the steamer express. (560, 1105, 678, 1143)
rate-row (29, 1011, 155, 1021)
years-ago-headline: 25 YEARS AGO (445, 1644, 529, 1656)
article-paragraph: Forecast:—Winds: Strong easterlies in the far north, otherwise light to moderate and variable, but south-east to north-east predominating. (823, 1378, 941, 1426)
delivered-copies-label: DELIVERED COPIES. (56, 1021, 128, 1030)
editorial-paragraph: Many modern hoardings are not in themselves objectionable. They are made unsightly by being displayed blatantly and in incongruous settings. A roadway flanked with printed and painted advertisements, some of gigantic size, becomes vulgar and unattractive in spite of whatever beauty may be missed; indeed, it may be said with complete truth that every new hoarding detracts to a small but appreciable extent from the value of one of the country's greatest assets—its scenic charm. In addition, an element of danger is introduced by the placing of displays at points where the attention of motorists should be focused on the road and on approaching traffic. (168, 1563, 414, 1669)
personal-item: Mr. W. W. Mulholland, Dominion president of the New Zealand Farmers' Union, was an arrival at Wellington yesterday from the north. (560, 1770, 678, 1818)
rate-value: 55/- (141, 991, 155, 1000)
note-paragraph: The disclosure that Mr. Chamberlain's famous umbrella has been in use for 20 years, should endow the Prime Minister of England to join the ranks of a selected collection of economists who have shown marked ability in the care of personal effects. (954, 1025, 1088, 1102)
consecutive-insertions: SIX (6) CONSECUTIVE INSERTIONS, 30/-. (29, 1296, 155, 1314)
social-security-column (686, 36, 816, 1913)
photo-caption: MR. B. F. WATERS. (713, 432, 788, 442)
subscription-paper: "THE DOMINION" (45, 955, 139, 966)
rate-period: Per Annum (29, 1029, 69, 1038)
random-notes-subhead: Sidelights On Current Events (959, 62, 1083, 84)
issue-date: Thursday, March 16, 1939. (889, 9, 1094, 27)
opticians-notice: Take Care of Your Eyesight. EXPERT OPTICIANS. SPEAR AND MURRAY, LTD. 7 Willis St. Tel. 45-369. (Opp. Grand Hotel). (29, 264, 155, 302)
posted-rates-table (29, 992, 155, 1021)
paper-name: The Dominion. (40, 8, 173, 27)
bird-life-deck: FIELD FOR RESEARCH (570, 100, 668, 109)
rate-value: 9/3 (101, 1049, 114, 1058)
subscription-title: SUBSCRIPTION RATES (43, 965, 141, 975)
